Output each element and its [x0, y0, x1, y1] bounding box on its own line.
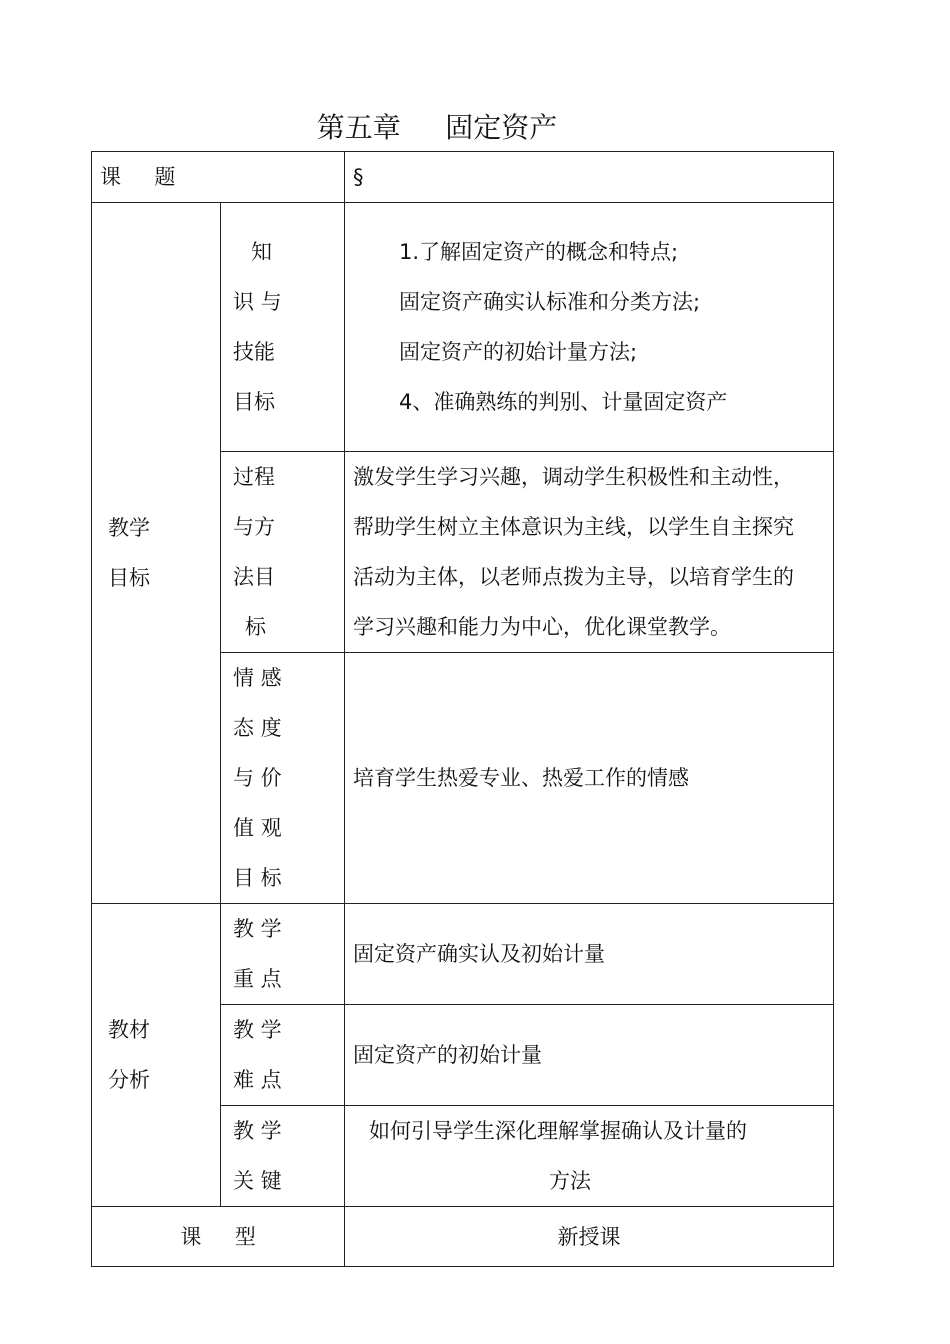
page-title: 第五章 固定资产: [316, 111, 558, 144]
knowledge-objectives: [345, 203, 834, 452]
emotion-label: 情 感 态 度 与 价 值 观 目 标: [221, 653, 345, 904]
difficulty-label: 教 学 难 点: [221, 1005, 345, 1106]
topic-label: 课 题: [92, 152, 345, 203]
difficulty-value: 固定资产的初始计量: [345, 1005, 834, 1106]
lesson-type-label: 课 型: [92, 1207, 345, 1267]
list-item: 1.了解固定资产的概念和特点;: [399, 240, 679, 264]
topic-row: [92, 152, 834, 203]
knowledge-row: [92, 203, 834, 452]
lesson-type-row: [92, 1207, 834, 1267]
focus-row: [92, 904, 834, 1005]
topic-value: §: [345, 152, 834, 203]
process-label: 过程 与方 法目 标: [221, 452, 345, 653]
list-item: 4、准确熟练的判别、计量固定资产: [399, 390, 728, 414]
lesson-type-value: 新授课: [345, 1207, 834, 1267]
list-item: 固定资产的初始计量方法;: [399, 340, 638, 364]
objectives-label: 教学 目标: [92, 203, 221, 904]
key-label: 教 学 关 键: [221, 1106, 345, 1207]
focus-label: 教 学 重 点: [221, 904, 345, 1005]
knowledge-label: 知 识 与 技能 目标: [221, 203, 345, 452]
key-value: 如何引导学生深化理解掌握确认及计量的 方法: [345, 1106, 834, 1207]
focus-value: 固定资产确实认及初始计量: [345, 904, 834, 1005]
material-label: 教材 分析: [92, 904, 221, 1207]
lesson-plan-table: [91, 151, 834, 1267]
emotion-objective: 培育学生热爱专业、热爱工作的情感: [345, 653, 834, 904]
list-item: 固定资产确实认标准和分类方法;: [399, 290, 701, 314]
process-objectives: 激发学生学习兴趣，调动学生积极性和主动性， 帮助学生树立主体意识为主线，以学生自主探究 活动为主体，以老师点拨为主导，以培育学生的 学习兴趣和能力为中心，优化课堂教学。: [345, 452, 834, 653]
